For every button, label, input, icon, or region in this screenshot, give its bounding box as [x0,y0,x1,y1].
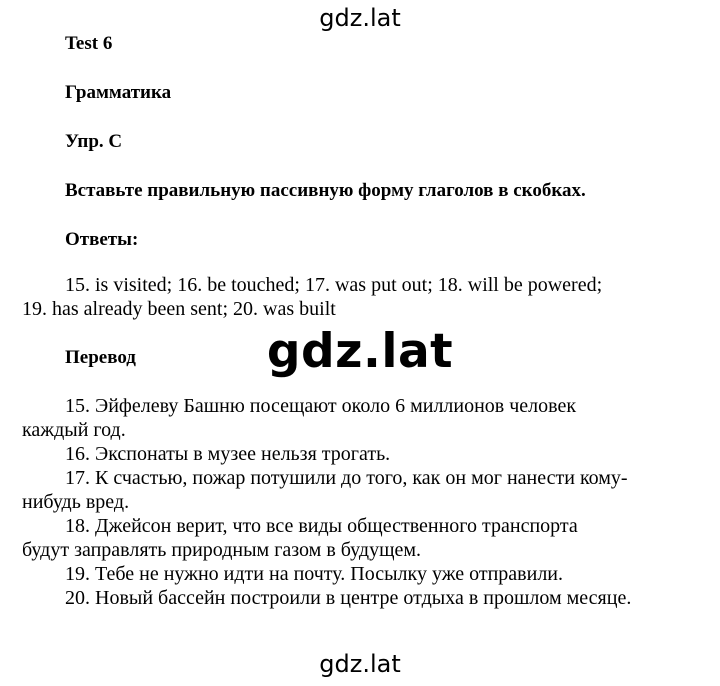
translation-item-18-line-1: 18. Джейсон верит, что все виды общественного транспорта [65,515,578,537]
translation-item-15-line-2: каждый год. [22,419,126,441]
task-instruction: Вставьте правильную пассивную форму глаголов в скобках. [65,180,586,201]
answers-line-2: 19. has already been sent; 20. was built [22,298,336,320]
translation-item-17-line-2: нибудь вред. [22,491,130,513]
translation-item-17-line-1: 17. К счастью, пожар потушили до того, как он мог нанести кому- [65,467,628,489]
answers-heading: Ответы: [65,229,139,250]
translation-item-16: 16. Экспонаты в музее нельзя трогать. [65,443,391,465]
translation-text [22,394,662,610]
watermark-middle: gdz.lat [266,324,454,379]
translation-item-20: 20. Новый бассейн построили в центре отдыха в прошлом месяце. [65,587,632,609]
watermark-bottom: gdz.lat [319,650,401,678]
answers-text [22,273,662,321]
answers-line-1: 15. is visited; 16. be touched; 17. was put out; 18. will be powered; [65,274,603,296]
translation-item-15-line-1: 15. Эйфелеву Башню посещают около 6 миллионов человек [65,395,577,417]
exercise-heading: Упр. С [65,131,123,152]
translation-heading: Перевод [65,347,136,368]
section-heading: Грамматика [65,82,172,103]
test-title: Test 6 [65,33,113,54]
watermark-top: gdz.lat [319,4,401,32]
translation-item-18-line-2: будут заправлять природным газом в будущем. [22,539,422,561]
translation-item-19: 19. Тебе не нужно идти на почту. Посылку уже отправили. [65,563,564,585]
